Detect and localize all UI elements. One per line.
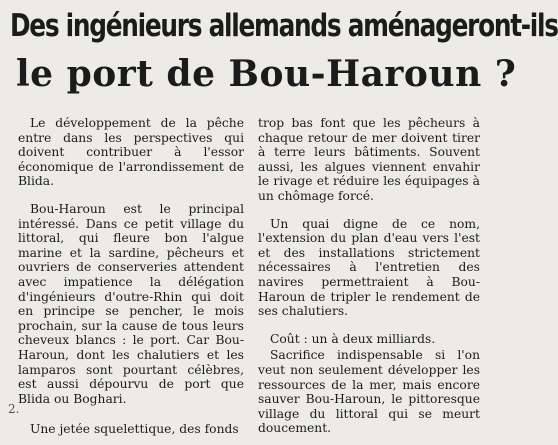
right-column (258, 116, 480, 436)
headline-line-2: le port de Bou-Haroun ? (16, 53, 517, 95)
margin-mark: 2. (8, 402, 20, 416)
paragraph-bou-haroun: Bou-Haroun est le principal intéressé. Dans ce petit village du littoral, qui fleure bon l'algue marine et la sardine, pêcheurs et ouvriers de conserveries attendent avec impatience la délégation d'ingénieurs d'outre-Rhin qui doit en principe se pencher, le mois prochain, sur la cause de tous leurs cheveux blancs : le port. Car Bou-Haroun, dont les chalutiers et les lamparos sont pourtant célèbres, est aussi dépourvu de port que Blida ou Boghari. (18, 201, 244, 406)
paragraph-intro: Le développement de la pêche entre dans les perspectives qui doivent contribuer à l'essor économique de l'arrondissement de Blida. (18, 116, 244, 189)
paragraph-jetee: Une jetée squelettique, des fonds (30, 422, 239, 437)
paragraph-quai: Un quai digne de ce nom, l'extension du plan d'eau vers l'est et des installations strictement nécessaires à l'entretien des navires permettraient à Bou-Haroun de tripler le rendement de ses chalutiers. (258, 216, 480, 319)
headline-line-1: Des ingénieurs allemands aménageront-ils (10, 8, 558, 44)
paragraph-continuation: trop bas font que les pêcheurs à chaque retour de mer doivent tirer à terre leurs bâtiments. Souvent aussi, les algues viennent envahir le rivage et réduire les équipages à un chômage forcé. (258, 116, 480, 203)
paragraph-sacrifice: Sacrifice indispensable si l'on veut non seulement développer les ressources de la mer, mais encore sauver Bou-Haroun, le pittoresque village du littoral qui se meurt doucement. (258, 348, 480, 436)
left-column (18, 116, 244, 437)
paragraph-cout: Coût : un à deux milliards. (270, 331, 436, 346)
